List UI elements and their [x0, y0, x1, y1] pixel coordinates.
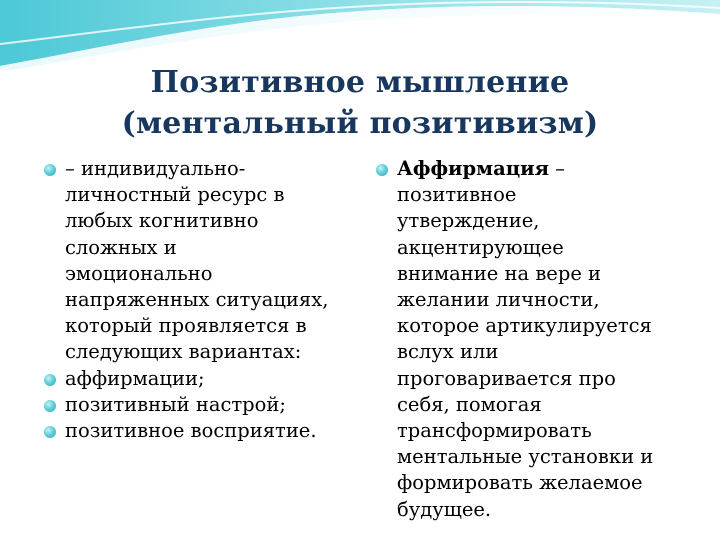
- slide-title: Позитивное мышление (ментальный позитивизм): [121, 65, 599, 141]
- right-bullet-list: [397, 156, 697, 523]
- list-line: позитивное восприятие.: [65, 419, 317, 443]
- list-line: напряженных ситуациях,: [65, 288, 329, 312]
- list-line: позитивный настрой;: [65, 392, 286, 416]
- decorative-wave-banner: [0, 0, 720, 70]
- bullet-icon: [44, 426, 56, 438]
- list-line: ментальные установки и: [397, 445, 654, 469]
- list-line: утверждение,: [397, 209, 540, 233]
- list-line: будущее.: [397, 497, 492, 521]
- list-line: вслух или: [397, 340, 499, 364]
- list-line: позитивное: [397, 183, 517, 207]
- list-line: любых когнитивно: [65, 209, 259, 233]
- list-line: который проявляется в: [65, 314, 307, 338]
- list-line: себя, помогая: [397, 392, 542, 416]
- list-line: проговаривается про: [397, 366, 616, 390]
- list-line: которое артикулируется: [397, 314, 652, 338]
- list-line: желании личности,: [397, 288, 600, 312]
- list-line: следующих вариантах:: [65, 340, 302, 364]
- list-line: личностный ресурс в: [65, 183, 285, 207]
- definition-heading-line: [397, 156, 697, 182]
- bullet-icon: [44, 164, 56, 176]
- list-line: акцентирующее: [397, 235, 564, 259]
- list-line: сложных и: [65, 235, 177, 259]
- list-line: – индивидуально-: [65, 157, 246, 180]
- list-item: [397, 156, 697, 523]
- list-line: формировать желаемое: [397, 471, 643, 495]
- bullet-icon: [44, 374, 56, 386]
- list-item: [65, 156, 365, 366]
- list-item: [65, 392, 365, 418]
- list-item: [65, 418, 365, 444]
- left-bullet-list: [65, 156, 365, 444]
- list-line: эмоционально: [65, 261, 213, 285]
- bullet-icon: [44, 400, 56, 412]
- term: Аффирмация: [397, 157, 550, 180]
- list-item: [65, 366, 365, 392]
- list-line: трансформировать: [397, 419, 592, 443]
- list-line: внимание на вере и: [397, 261, 602, 285]
- term-dash: –: [549, 157, 565, 180]
- list-line: аффирмации;: [65, 366, 205, 390]
- bullet-icon: [376, 164, 388, 176]
